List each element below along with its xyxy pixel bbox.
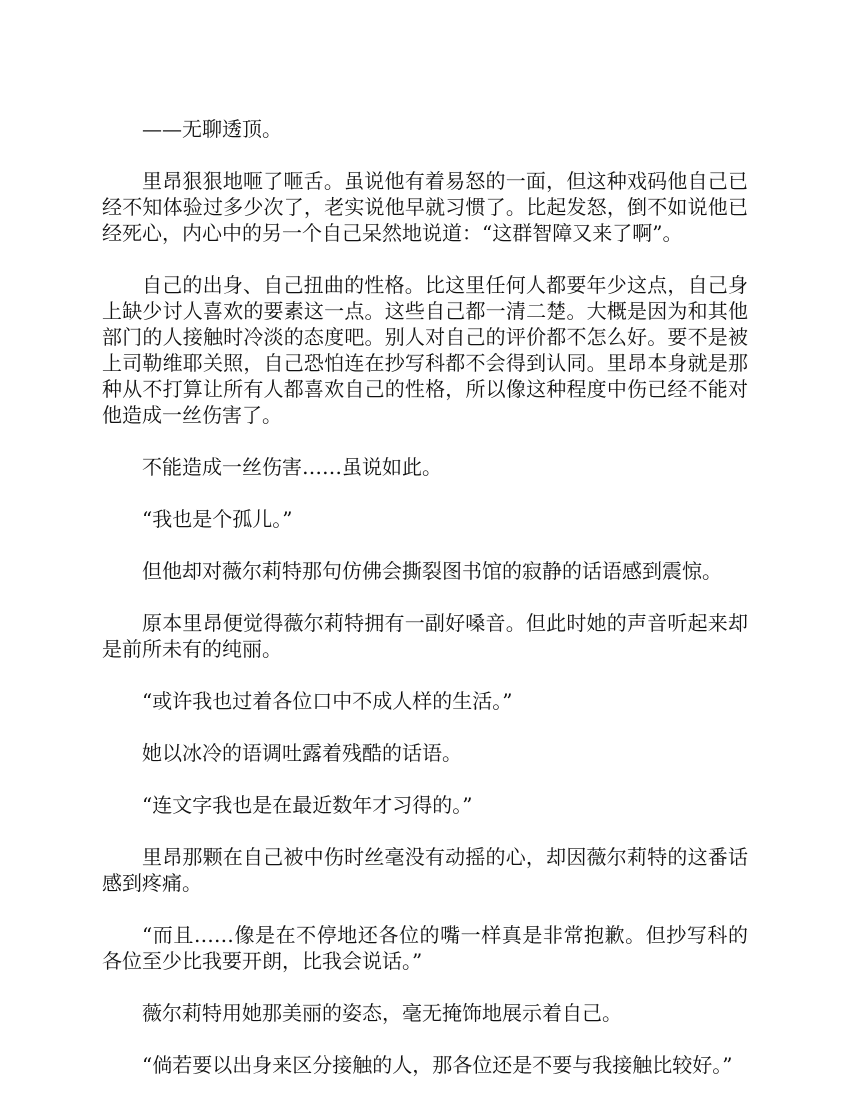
paragraph: “我也是个孤儿。” [142, 507, 293, 531]
paragraph: 薇尔莉特用她那美丽的姿态，毫无掩饰地展示着自己。 [142, 1001, 622, 1025]
paragraph: 里昂狠狠地咂了咂舌。虽说他有着易怒的一面，但这种戏码他自己已经不知体验过多少次了，老实说他早就习惯了。比起发怒，倒不如说他已经死心，内心中的另一个自己呆然地说道：“这群智障又来了啊”。 [102, 169, 748, 245]
paragraph: 自己的出身、自己扭曲的性格。比这里任何人都要年少这点，自己身上缺少讨人喜欢的要素这一点。这些自己都一清二楚。大概是因为和其他部门的人接触时冷淡的态度吧。别人对自己的评价都不怎么好。要不是被上司勒维耶关照，自己恐怕连在抄写科都不会得到认同。里昂本身就是那种从不打算让所有人都喜欢自己的性格，所以像这种程度中伤已经不能对他造成一丝伤害了。 [102, 273, 748, 427]
paragraph: “连文字我也是在最近数年才习得的。” [142, 793, 473, 817]
paragraph: 她以冰冷的语调吐露着残酷的话语。 [142, 741, 462, 765]
paragraph: 但他却对薇尔莉特那句仿佛会撕裂图书馆的寂静的话语感到震惊。 [142, 559, 722, 583]
paragraph: 原本里昂便觉得薇尔莉特拥有一副好嗓音。但此时她的声音听起来却是前所未有的纯丽。 [102, 611, 748, 661]
document-page [102, 116, 748, 1104]
paragraph: ——无聊透顶。 [142, 117, 282, 141]
paragraph: “或许我也过着各位口中不成人样的生活。” [142, 689, 513, 713]
paragraph: “而且……像是在不停地还各位的嘴一样真是非常抱歉。但抄写科的各位至少比我要开朗，比我会说话。” [102, 923, 748, 973]
paragraph: 里昂那颗在自己被中伤时丝毫没有动摇的心，却因薇尔莉特的这番话感到疼痛。 [102, 845, 748, 895]
paragraph: “倘若要以出身来区分接触的人，那各位还是不要与我接触比较好。” [142, 1053, 733, 1077]
paragraph: 不能造成一丝伤害……虽说如此。 [142, 455, 442, 479]
